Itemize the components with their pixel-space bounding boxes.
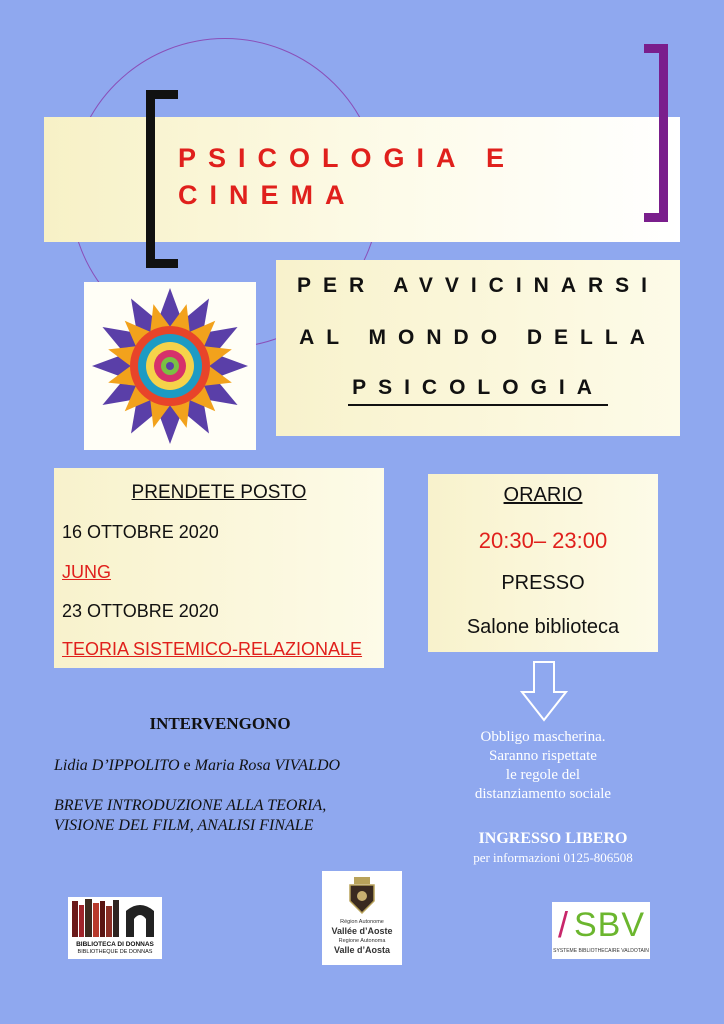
- library-name: BIBLIOTECA DI DONNAS: [76, 941, 154, 948]
- speakers-conj: e: [183, 757, 191, 774]
- mandala-image: [84, 282, 256, 450]
- arrow-down-icon: [520, 660, 568, 722]
- subtitle-underline: [348, 404, 608, 406]
- info-phone: per informazioni 0125-806508: [473, 850, 633, 865]
- mandala-icon: [84, 282, 256, 450]
- subtitle-line-1: PER AVVICINARSI: [296, 274, 660, 297]
- program-line-2: VISIONE DEL FILM, ANALISI FINALE: [54, 817, 314, 834]
- schedule-heading: PRENDETE POSTO: [131, 482, 307, 503]
- venue-label: Salone biblioteca: [466, 616, 620, 638]
- event-title: [178, 140, 638, 214]
- speaker-1: Lidia D’IPPOLITO: [54, 757, 180, 774]
- date-2: 23 OTTOBRE 2020: [62, 601, 219, 621]
- library-sub: BIBLIOTHEQUE DE DONNAS: [77, 949, 153, 955]
- notice-line-4: distanziamento sociale: [474, 786, 612, 802]
- notice-line-2: Saranno rispettate: [489, 748, 597, 764]
- region-line-1: Région Autonome: [340, 919, 384, 925]
- topic-1: JUNG: [62, 562, 111, 582]
- sbv-mark: SBV: [574, 906, 646, 944]
- topic-2: TEORIA SISTEMICO-RELAZIONALE: [62, 639, 363, 659]
- title-line-2: CINEMA: [178, 180, 357, 210]
- speakers-heading: INTERVENGONO: [149, 714, 291, 733]
- coat-of-arms-icon: [347, 875, 377, 915]
- time-heading: ORARIO: [503, 484, 583, 506]
- program-line-1: BREVE INTRODUZIONE ALLA TEORIA,: [54, 797, 327, 814]
- schedule-box: [54, 468, 384, 668]
- books-icon: [68, 897, 162, 941]
- presso-label: PRESSO: [501, 572, 585, 594]
- subtitle-box: [276, 260, 680, 436]
- sbv-logo: [552, 902, 650, 959]
- region-line-2: Vallée d’Aoste: [331, 926, 393, 936]
- region-line-3: Regione Autonoma: [338, 938, 386, 944]
- region-logo: [322, 871, 402, 965]
- sbv-text: SYSTEME BIBLIOTHECAIRE VALDOTAIN: [553, 948, 649, 954]
- safety-notice: [448, 728, 638, 804]
- library-logo: [68, 897, 162, 959]
- date-1: 16 OTTOBRE 2020: [62, 522, 219, 542]
- subtitle-line-3: PSICOLOGIA: [352, 376, 604, 399]
- left-bracket-decoration: [146, 90, 178, 268]
- subtitle-line-2: AL MONDO DELLA: [299, 326, 657, 349]
- time-value: 20:30– 23:00: [478, 528, 608, 553]
- program-description: [54, 796, 326, 836]
- sbv-slash-icon: /: [558, 904, 569, 945]
- free-entry: INGRESSO LIBERO: [478, 830, 628, 847]
- notice-line-3: le regole del: [505, 767, 581, 783]
- time-box: [428, 474, 658, 652]
- region-line-4: Valle d’Aosta: [333, 945, 391, 955]
- title-line-1: PSICOLOGIA E: [178, 143, 517, 173]
- speaker-2: Maria Rosa VIVALDO: [194, 757, 341, 774]
- notice-line-1: Obbligo mascherina.: [480, 729, 606, 745]
- right-bracket-decoration: [644, 44, 668, 222]
- speakers-names: [54, 757, 340, 775]
